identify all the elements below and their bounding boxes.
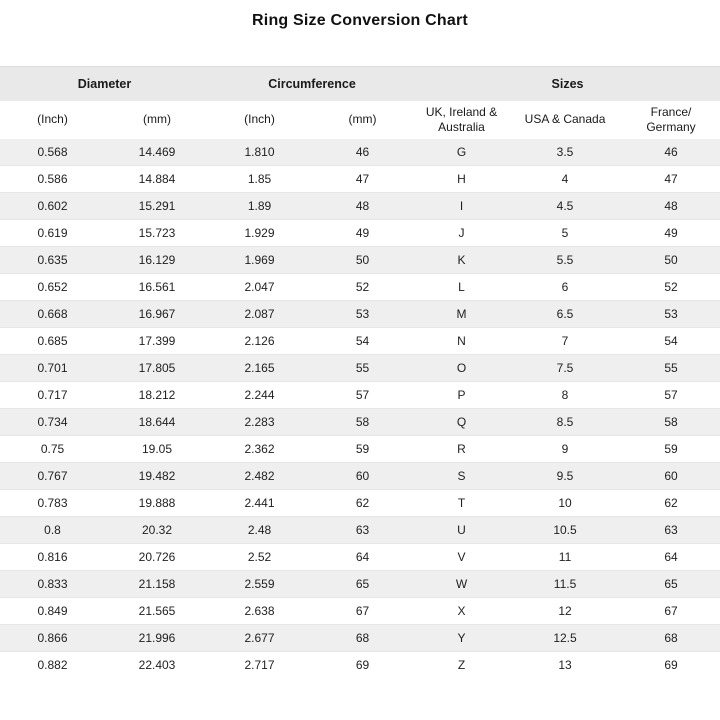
cell: Z [457, 658, 466, 673]
cell: 53 [355, 307, 370, 321]
cell: 2.087 [244, 307, 275, 321]
cell: 2.441 [244, 496, 275, 510]
cell: 12.5 [553, 631, 577, 645]
cell: 0.767 [37, 469, 68, 483]
cell: L [458, 280, 465, 294]
cell: 68 [664, 631, 678, 645]
page-header [0, 0, 720, 66]
cell: 18.212 [138, 388, 176, 402]
cell: 53 [664, 307, 678, 321]
cell: 65 [355, 577, 370, 591]
cell: 2.244 [244, 388, 275, 402]
cell: 52 [355, 280, 370, 294]
cell: 2.638 [244, 604, 275, 618]
cell: 0.619 [37, 226, 68, 240]
cell: 62 [355, 496, 370, 510]
cell: 0.816 [37, 550, 68, 564]
cell: 65 [664, 577, 678, 591]
cell: 52 [664, 280, 678, 294]
column-header: (Inch) [209, 101, 310, 139]
cell: 19.05 [141, 442, 173, 456]
cell: 50 [664, 253, 678, 267]
cell: 57 [664, 388, 678, 402]
cell: 2.047 [244, 280, 275, 294]
cell: 55 [664, 361, 678, 375]
table-row [0, 463, 720, 490]
column-header: France/ Germany [622, 101, 720, 139]
table-row [0, 274, 720, 301]
cell: 16.561 [138, 280, 176, 294]
cell: 5.5 [556, 253, 574, 267]
group-header-circumference: Circumference [209, 67, 415, 101]
group-header-sizes: Sizes [415, 67, 720, 101]
table-row [0, 301, 720, 328]
cell: 0.568 [37, 144, 68, 159]
ring-size-conversion-table [0, 66, 720, 679]
cell: 14.884 [138, 172, 176, 186]
table-row [0, 139, 720, 166]
table-row [0, 355, 720, 382]
cell: V [457, 550, 466, 564]
group-header-diameter: Diameter [0, 67, 209, 101]
cell: 63 [664, 523, 678, 537]
cell: 2.165 [244, 361, 275, 375]
cell: 10.5 [553, 523, 577, 537]
cell: 46 [355, 144, 370, 159]
cell: 57 [355, 388, 370, 402]
cell: 2.126 [244, 334, 275, 348]
cell: 1.929 [244, 226, 275, 240]
column-header: (Inch) [0, 101, 105, 139]
cell: 49 [664, 226, 678, 240]
cell: 0.586 [37, 172, 68, 186]
cell: 19.888 [138, 496, 176, 510]
cell: 20.32 [141, 523, 173, 537]
cell: W [455, 577, 468, 591]
cell: 13 [558, 658, 572, 673]
cell: 17.399 [138, 334, 176, 348]
cell: 9.5 [556, 469, 574, 483]
cell: 2.48 [247, 523, 272, 537]
cell: R [457, 442, 466, 456]
cell: 62 [664, 496, 678, 510]
cell: 21.996 [138, 631, 176, 645]
table-row [0, 598, 720, 625]
cell: 1.969 [244, 253, 275, 267]
cell: 4.5 [556, 199, 574, 213]
cell: H [457, 172, 466, 186]
cell: 22.403 [138, 658, 176, 673]
page-title: Ring Size Conversion Chart [252, 12, 468, 29]
table-row [0, 247, 720, 274]
cell: 54 [355, 334, 370, 348]
cell: X [457, 604, 466, 618]
cell: 19.482 [138, 469, 176, 483]
cell: 46 [664, 144, 678, 159]
cell: 64 [355, 550, 370, 564]
cell: 18.644 [138, 415, 176, 429]
cell: 2.482 [244, 469, 275, 483]
cell: 16.967 [138, 307, 176, 321]
cell: 50 [355, 253, 370, 267]
cell: 63 [355, 523, 370, 537]
cell: 8.5 [556, 415, 574, 429]
cell: 64 [664, 550, 678, 564]
cell: 0.635 [37, 253, 68, 267]
cell: 16.129 [138, 253, 176, 267]
cell: M [456, 307, 467, 321]
column-header: UK, Ireland & Australia [415, 101, 508, 139]
cell: 47 [664, 172, 678, 186]
cell: Y [457, 631, 466, 645]
cell: T [457, 496, 466, 510]
cell: 7.5 [556, 361, 574, 375]
cell: 0.685 [37, 334, 68, 348]
cell: 67 [355, 604, 370, 618]
cell: 0.8 [44, 523, 61, 537]
cell: 1.810 [244, 144, 275, 159]
cell: 1.89 [247, 199, 272, 213]
cell: 2.52 [247, 550, 272, 564]
table-row [0, 193, 720, 220]
cell: 49 [355, 226, 370, 240]
table-body [0, 139, 720, 679]
cell: 67 [664, 604, 678, 618]
cell: 6.5 [556, 307, 574, 321]
cell: 59 [355, 442, 370, 456]
cell: 20.726 [138, 550, 176, 564]
cell: 14.469 [138, 144, 176, 159]
table-row [0, 571, 720, 598]
cell: 60 [664, 469, 678, 483]
cell: 0.849 [37, 604, 68, 618]
cell: K [457, 253, 466, 267]
cell: 7 [561, 334, 569, 348]
table-row [0, 382, 720, 409]
cell: 15.291 [138, 199, 176, 213]
cell: 48 [664, 199, 678, 213]
cell: 2.362 [244, 442, 275, 456]
cell: 11 [558, 550, 572, 564]
table-row [0, 490, 720, 517]
cell: 21.565 [138, 604, 176, 618]
cell: S [457, 469, 466, 483]
cell: 54 [664, 334, 678, 348]
cell: 0.866 [37, 631, 68, 645]
cell: N [457, 334, 466, 348]
table-row [0, 328, 720, 355]
cell: 58 [664, 415, 678, 429]
cell: 5 [561, 226, 569, 240]
cell: 11.5 [553, 577, 577, 591]
table-row [0, 166, 720, 193]
cell: P [457, 388, 466, 402]
cell: 0.668 [37, 307, 68, 321]
cell: 0.734 [37, 415, 68, 429]
cell: 69 [664, 658, 678, 673]
column-header: (mm) [105, 101, 209, 139]
cell: 12 [558, 604, 572, 618]
cell: 69 [355, 658, 370, 673]
column-header: (mm) [310, 101, 415, 139]
cell: Q [456, 415, 467, 429]
column-header-row [0, 101, 720, 139]
cell: 9 [561, 442, 569, 456]
cell: 2.283 [244, 415, 275, 429]
cell: J [458, 226, 465, 240]
cell: G [456, 144, 467, 159]
cell: 47 [355, 172, 370, 186]
cell: 21.158 [138, 577, 176, 591]
cell: 58 [355, 415, 370, 429]
cell: 8 [561, 388, 569, 402]
cell: 2.559 [244, 577, 275, 591]
cell: 6 [561, 280, 569, 294]
cell: 0.783 [37, 496, 68, 510]
cell: 4 [561, 172, 569, 186]
cell: 0.717 [37, 388, 68, 402]
cell: 0.882 [37, 658, 68, 673]
table-row [0, 544, 720, 571]
cell: 0.701 [37, 361, 68, 375]
cell: 15.723 [138, 226, 176, 240]
table-row [0, 436, 720, 463]
cell: 10 [558, 496, 572, 510]
cell: 60 [355, 469, 370, 483]
cell: 0.75 [40, 442, 65, 456]
cell: 55 [355, 361, 370, 375]
cell: 2.717 [244, 658, 275, 673]
cell: 2.677 [244, 631, 275, 645]
table-row [0, 652, 720, 679]
cell: I [459, 199, 464, 213]
group-header-row [0, 67, 720, 101]
cell: O [456, 361, 467, 375]
cell: 3.5 [556, 144, 574, 159]
table-head [0, 67, 720, 139]
cell: 48 [355, 199, 370, 213]
table-row [0, 409, 720, 436]
column-header: USA & Canada [508, 101, 622, 139]
cell: 68 [355, 631, 370, 645]
table-row [0, 517, 720, 544]
cell: 59 [664, 442, 678, 456]
cell: U [457, 523, 466, 537]
cell: 17.805 [138, 361, 176, 375]
table-row [0, 625, 720, 652]
cell: 0.833 [37, 577, 68, 591]
cell: 0.652 [37, 280, 68, 294]
table-row [0, 220, 720, 247]
cell: 1.85 [247, 172, 272, 186]
cell: 0.602 [37, 199, 68, 213]
